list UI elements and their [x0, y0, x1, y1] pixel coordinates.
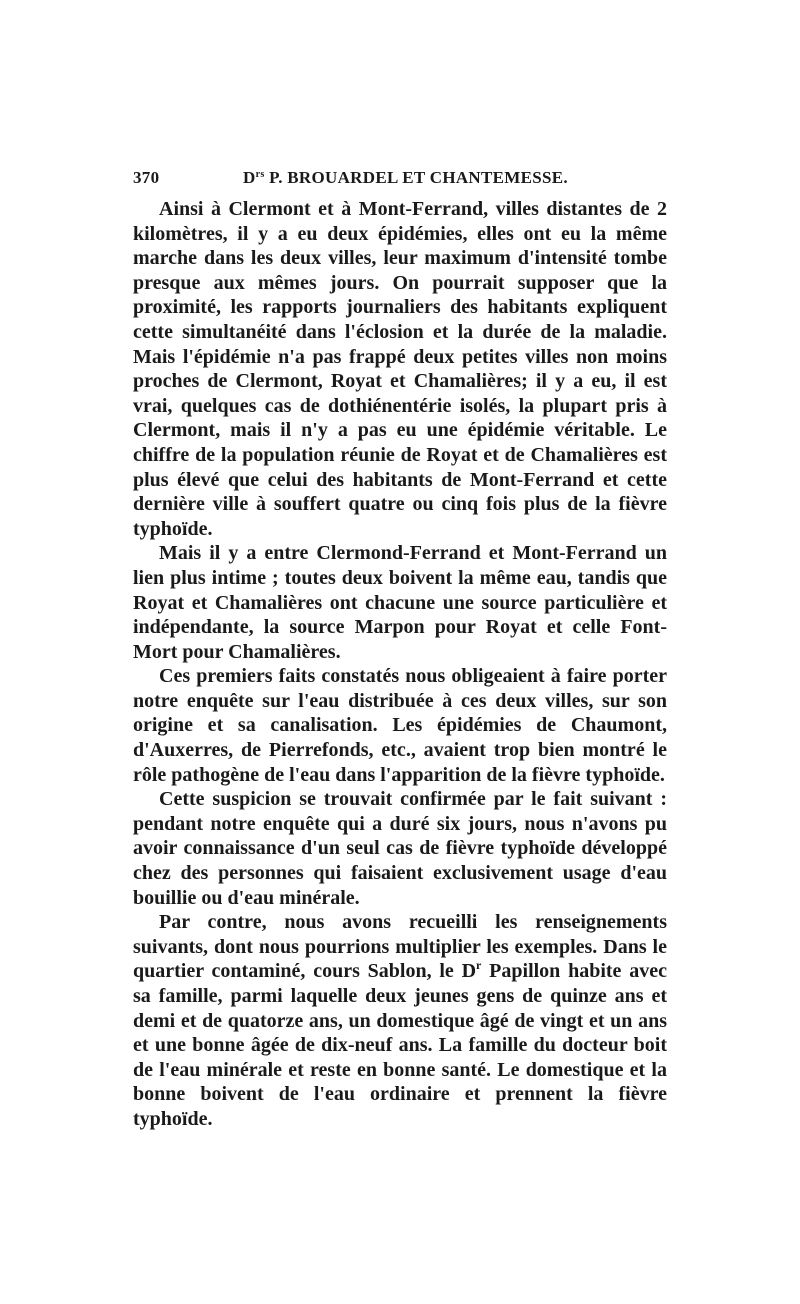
paragraph-papillon-text-start: Par contre, nous avons recueilli les renseignements suivants, dont nous pourrions multiplier les exemples. Dans le quartier contaminé, cours Sablon, le D [133, 911, 667, 983]
page-number: 370 [133, 168, 160, 187]
paragraph-suspicion: Cette suspicion se trouvait confirmée par le fait suivant : pendant notre enquête qui a duré six jours, nous n'avons pu avoir connaissance d'un seul cas de fièvre typhoïde développé chez des personnes qui faisaient exclusivement usage d'eau bouillie ou d'eau minérale. [133, 788, 667, 909]
paragraph-investigation: Ces premiers faits constatés nous obligeaient à faire porter notre enquête sur l'eau distribuée à ces deux villes, sur son origine et sa canalisation. Les épidémies de Chaumont, d'Auxerres, de Pierrefonds, etc., avaient trop bien montré le rôle pathogène de l'eau dans l'apparition de la fièvre typhoïde. [133, 665, 667, 786]
running-title-superscript: rs [255, 169, 265, 180]
body-text [133, 197, 667, 1132]
paragraph-papillon-example [133, 910, 667, 1131]
running-title-prefix: D [243, 168, 256, 187]
running-head [133, 168, 667, 192]
paragraph-clermont-montferrand: Ainsi à Clermont et à Mont-Ferrand, villes distantes de 2 kilomètres, il y a eu deux épidémies, elles ont eu la même marche dans les deux villes, leur maximum d'intensité tombe presque aux mêmes jours. On pourrait supposer que la proximité, les rapports journaliers des habitants expliquent cette simultanéité dans l'éclosion et la durée de la maladie. Mais l'épidémie n'a pas frappé deux petites villes non moins proches de Clermont, Royat et Chamalières; il y a eu, il est vrai, quelques cas de dothiénentérie isolés, la plupart pris à Clermont, mais il n'y a pas eu une épidémie véritable. Le chiffre de la population réunie de Royat et de Chamalières est plus élevé que celui des habitants de Mont-Ferrand et cette dernière ville à souffert quatre ou cinq fois plus de la fièvre typhoïde. [133, 198, 667, 540]
doctor-abbrev-superscript: r [476, 958, 482, 973]
running-title [243, 168, 568, 188]
paragraph-papillon-text-end: Papillon habite avec sa famille, parmi laquelle deux jeunes gens de quinze ans et demi et de quatorze ans, un domestique âgé de vingt et un ans et une bonne âgée de dix-neuf ans. La famille du docteur boit de l'eau minérale et reste en bonne santé. Le domestique et la bonne boivent de l'eau ordinaire et prennent la fièvre typhoïde. [133, 960, 667, 1130]
running-title-authors: P. BROUARDEL ET CHANTEMESSE. [264, 168, 568, 187]
paragraph-water-supply: Mais il y a entre Clermond-Ferrand et Mont-Ferrand un lien plus intime ; toutes deux boivent la même eau, tandis que Royat et Chamalières ont chacune une source particulière et indépendante, la source Marpon pour Royat et celle Font-Mort pour Chamalières. [133, 542, 667, 663]
